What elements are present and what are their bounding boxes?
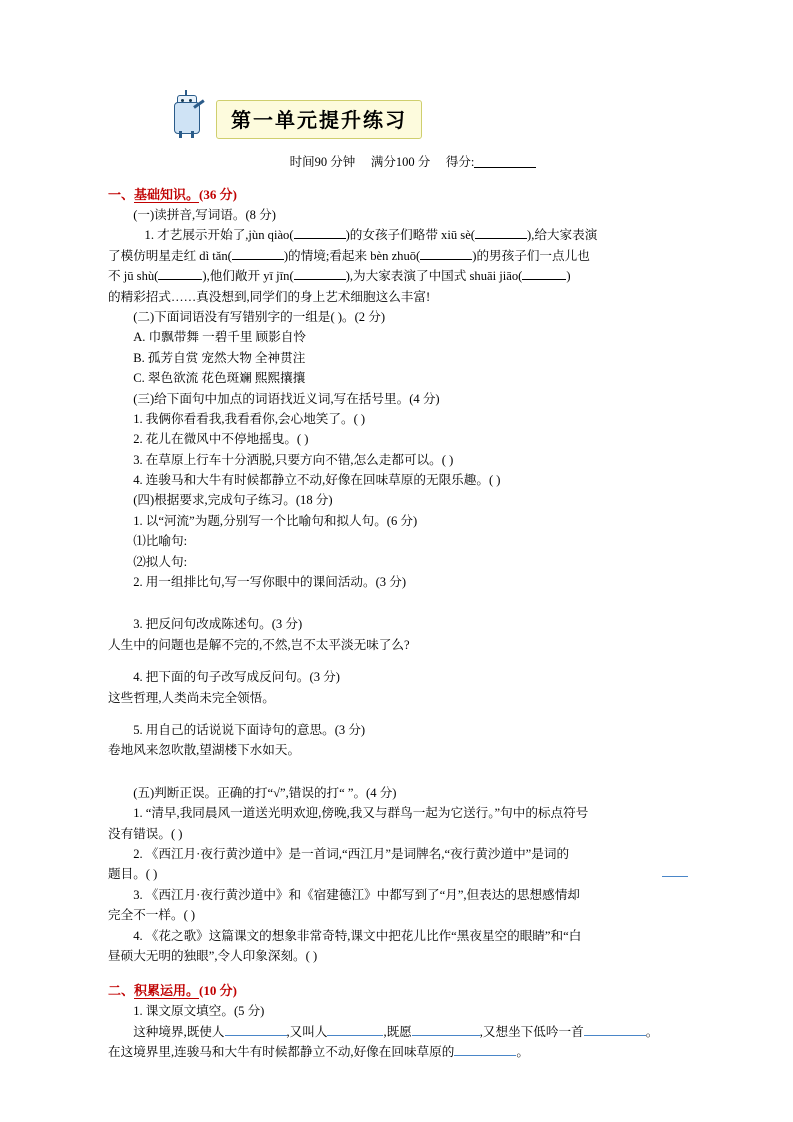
part-1-3-item-3: 3. 在草原上行车十分洒脱,只要方向不错,怎么走都可以。( ) [133, 452, 454, 467]
part-1-2-heading: (二)下面词语没有写错别字的一组是( )。(2 分) [133, 309, 386, 324]
fill-blank[interactable] [584, 1035, 646, 1036]
answer-blank[interactable] [420, 259, 472, 260]
fill-blank[interactable] [225, 1035, 287, 1036]
section-2-heading [108, 980, 688, 999]
part-1-4-item-1a: ⑴比喻句: [133, 534, 188, 549]
part-1-4-item-4: 4. 把下面的句子改写成反问句。(3 分) [133, 670, 340, 685]
part-1-4-item-4-sentence: 这些哲理,人类尚未完全领悟。 [108, 690, 275, 705]
title-row [108, 92, 688, 144]
worksheet-content [108, 92, 688, 1062]
part-1-5-item-3-cont: 完全不一样。( ) [108, 908, 196, 923]
part-1-2-option-c[interactable]: C. 翠色欲流 花色斑斓 熙熙攘攘 [133, 371, 306, 386]
part-1-2-option-b[interactable]: B. 孤芳自赏 宠然大物 全神贯注 [133, 350, 306, 365]
part-1-3-item-4: 4. 连骏马和大牛有时候都静立不动,好像在回味草原的无限乐趣。( ) [133, 473, 501, 488]
exam-score-blank [474, 167, 536, 168]
part-1-5-heading: (五)判断正误。正确的打“√”,错误的打“ ”。(4 分) [133, 785, 397, 800]
section-2-name: 积累运用。 [134, 983, 200, 999]
answer-blank[interactable] [158, 279, 202, 280]
robot-mascot-icon [170, 92, 204, 138]
part-1-4-item-5: 5. 用自己的话说说下面诗句的意思。(3 分) [133, 722, 366, 737]
part-1-5-item-2: 2. 《西江月·夜行黄沙道中》是一首词,“西江月”是词牌名,“夜行黄沙道中”是词的 [133, 846, 570, 861]
part-1-4-item-5-sentence: 卷地风来忽吹散,望湖楼下水如天。 [108, 743, 301, 758]
fill-blank[interactable] [454, 1055, 516, 1056]
fill-blank[interactable] [327, 1035, 383, 1036]
part-1-1-line-4: 的精彩招式……真没想到,同学们的身上艺术细胞这么丰富! [108, 289, 431, 304]
part-1-2-option-a[interactable]: A. 巾飘带舞 一碧千里 顾影自怜 [133, 330, 307, 345]
exam-meta [138, 152, 688, 170]
part-2-1-line-1: 这种境界,既使人 ,又叫人 ,既愿 ,又想坐下低吟一首 。 [133, 1024, 659, 1039]
part-1-4-item-1: 1. 以“河流”为题,分别写一个比喻句和拟人句。(6 分) [133, 513, 418, 528]
part-1-4-item-1b: ⑵拟人句: [133, 554, 188, 569]
part-1-5-item-1-cont: 没有错误。( ) [108, 826, 183, 841]
part-1-3-item-1: 1. 我俩你看看我,我看看你,会心地笑了。( ) [133, 411, 366, 426]
page-title-banner [216, 100, 422, 139]
section-2-number: 二、 [108, 983, 135, 999]
fill-blank[interactable] [412, 1035, 480, 1036]
stray-blue-line [662, 876, 688, 877]
exam-got-score-label: 得分: [445, 155, 475, 169]
part-1-5-item-4-cont: 昼硕大无明的独眼”,令人印象深刻。( ) [108, 948, 318, 963]
part-1-1-line-3: 不 jū shù( ),他们敞开 yī jīn( ),为大家表演了中国式 shuāi jiāo( ) [108, 269, 571, 284]
part-1-1-line-2: 了模仿明星走红 dì tǎn( )的情境;看起来 bèn zhuō( )的男孩子们一点儿也 [108, 248, 590, 263]
answer-blank[interactable] [232, 259, 284, 260]
part-1-5-item-1: 1. “清早,我同晨风一道送光明欢迎,傍晚,我又与群鸟一起为它送行。”句中的标点符号 [133, 806, 589, 821]
part-1-3-item-2: 2. 花儿在微风中不停地摇曳。( ) [133, 432, 309, 447]
part-1-4-item-3-sentence: 人生中的问题也是解不完的,不然,岂不太平淡无味了么? [108, 637, 410, 652]
exam-full-score: 满分100 分 [370, 155, 431, 169]
part-1-4-item-3: 3. 把反问句改成陈述句。(3 分) [133, 617, 303, 632]
part-2-1-line-2: 在这境界里,连骏马和大牛有时候都静立不动,好像在回味草原的 。 [108, 1045, 529, 1060]
part-1-1-line-1: 1. 才艺展示开始了,jùn qiào( )的女孩子们略带 xiū sè( ),给大家表演 [144, 228, 598, 243]
section-1-heading [108, 184, 688, 203]
section-1-score: (36 分) [199, 187, 237, 202]
part-1-5-item-2-cont: 题目。( ) [108, 867, 158, 882]
section-2-score: (10 分) [199, 983, 237, 999]
part-1-5-item-3: 3. 《西江月·夜行黄沙道中》和《宿建德江》中都写到了“月”,但表达的思想感情却 [133, 887, 580, 902]
part-2-1-heading: 1. 课文原文填空。(5 分) [133, 1004, 265, 1019]
answer-blank[interactable] [522, 279, 566, 280]
section-1-number: 一、 [108, 187, 135, 202]
part-1-4-item-2: 2. 用一组排比句,写一写你眼中的课间活动。(3 分) [133, 575, 407, 590]
answer-blank[interactable] [294, 279, 346, 280]
part-1-5-item-4: 4. 《花之歌》这篇课文的想象非常奇特,课文中把花儿比作“黑夜星空的眼睛”和“白 [133, 928, 582, 943]
answer-blank[interactable] [475, 238, 527, 239]
exam-time: 时间90 分钟 [289, 155, 356, 169]
part-1-1-heading: (一)读拼音,写词语。(8 分) [133, 208, 276, 222]
part-1-3-heading: (三)给下面句中加点的词语找近义词,写在括号里。(4 分) [133, 391, 440, 406]
part-1-4-heading: (四)根据要求,完成句子练习。(18 分) [133, 493, 333, 508]
section-1-name: 基础知识。 [134, 187, 200, 202]
page-title: 第一单元提升练习 [231, 110, 407, 132]
answer-blank[interactable] [294, 238, 346, 239]
